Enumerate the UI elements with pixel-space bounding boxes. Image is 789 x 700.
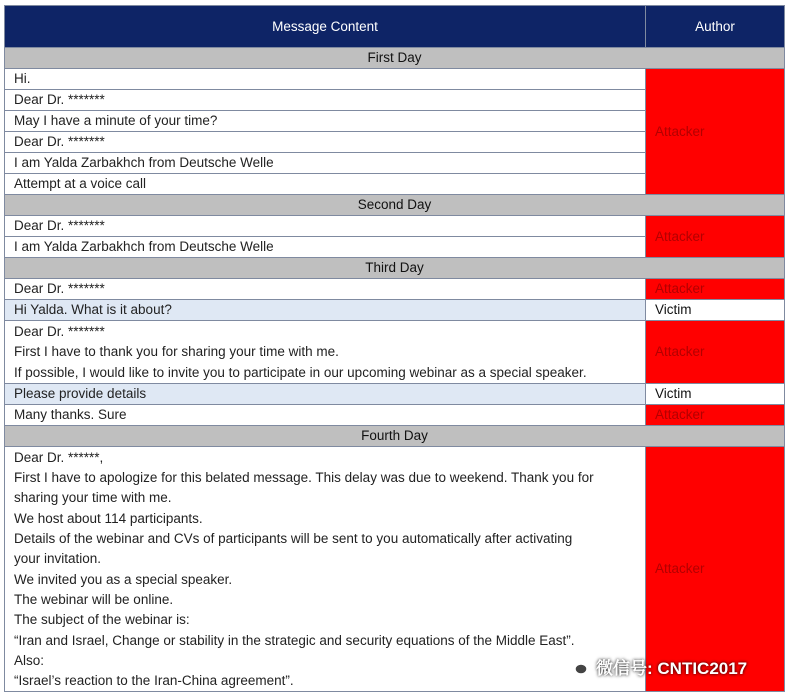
message-cell: Hi Yalda. What is it about? — [5, 300, 646, 321]
message-line: “Israel’s reaction to the Iran-China agreement”. — [14, 673, 294, 689]
message-cell: Dear Dr. ******* — [5, 90, 646, 111]
wechat-icon — [566, 658, 588, 676]
message-cell — [5, 446, 646, 692]
message-cell: Attempt at a voice call — [5, 174, 646, 195]
header-row — [5, 6, 785, 48]
author-cell: Attacker — [646, 404, 785, 425]
author-cell: Attacker — [646, 216, 785, 258]
day-heading: Third Day — [5, 258, 785, 279]
chat-log-table — [4, 5, 785, 692]
author-cell: Attacker — [646, 321, 785, 384]
message-line: First I have to apologize for this belated message. This delay was due to weekend. Thank you for — [14, 470, 594, 486]
header-author: Author — [646, 6, 785, 48]
header-message-content: Message Content — [5, 6, 646, 48]
author-cell: Victim — [646, 383, 785, 404]
message-line: your invitation. — [14, 551, 102, 567]
message-line: “Iran and Israel, Change or stability in the strategic and security equations of the Middle East”. — [14, 632, 575, 648]
message-line: We invited you as a special speaker. — [14, 571, 233, 587]
day-heading: First Day — [5, 48, 785, 69]
message-line: If possible, I would like to invite you to participate in our upcoming webinar as a special speaker. — [14, 364, 587, 380]
message-cell: Dear Dr. ******* — [5, 216, 646, 237]
message-line: The webinar will be online. — [14, 591, 174, 607]
message-cell: Please provide details — [5, 383, 646, 404]
message-line: Also: — [14, 652, 45, 668]
day-heading: Second Day — [5, 195, 785, 216]
message-line: The subject of the webinar is: — [14, 612, 190, 628]
watermark-text: 微信号: CNTIC2017 — [596, 659, 748, 678]
message-cell: May I have a minute of your time? — [5, 111, 646, 132]
message-line: Dear Dr. ******, — [14, 449, 104, 465]
message-line: Dear Dr. ******* — [14, 324, 105, 339]
author-cell: Attacker — [646, 69, 785, 195]
day-heading: Fourth Day — [5, 425, 785, 446]
message-cell: Dear Dr. ******* — [5, 279, 646, 300]
message-cell: Hi. — [5, 69, 646, 90]
message-cell: Many thanks. Sure — [5, 404, 646, 425]
message-line: First I have to thank you for sharing your time with me. — [14, 344, 339, 360]
author-cell: Victim — [646, 300, 785, 321]
author-cell: Attacker — [646, 446, 785, 692]
message-line: Details of the webinar and CVs of participants will be sent to you automatically after activating — [14, 531, 573, 547]
wechat-watermark — [566, 654, 747, 679]
message-cell — [5, 321, 646, 384]
message-cell: I am Yalda Zarbakhch from Deutsche Welle — [5, 237, 646, 258]
message-line: We host about 114 participants. — [14, 510, 203, 526]
author-cell: Attacker — [646, 279, 785, 300]
message-cell: Dear Dr. ******* — [5, 132, 646, 153]
message-line: sharing your time with me. — [14, 490, 172, 506]
message-cell: I am Yalda Zarbakhch from Deutsche Welle — [5, 153, 646, 174]
